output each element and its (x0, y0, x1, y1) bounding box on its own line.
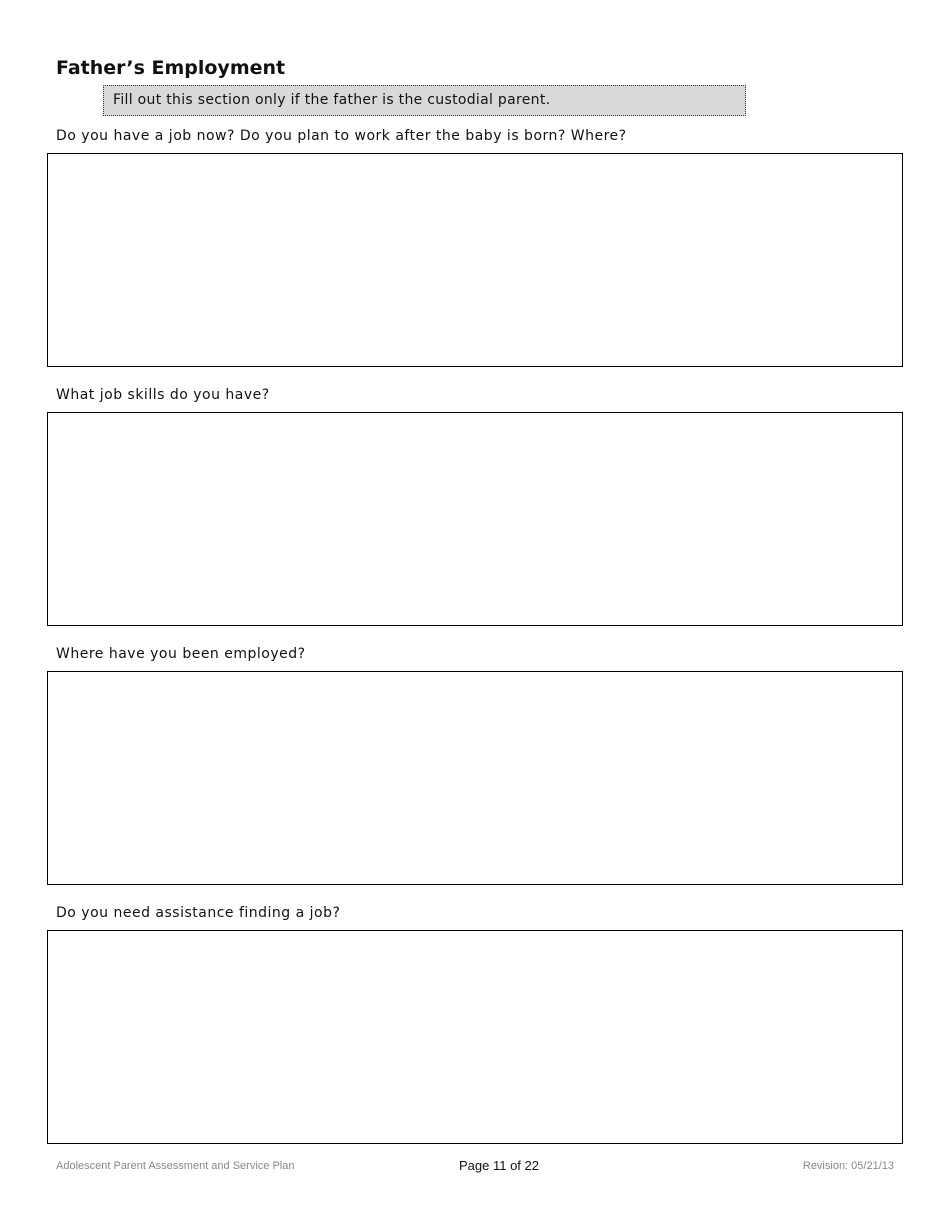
footer-page-number: Page 11 of 22 (459, 1158, 539, 1173)
answer-field-job-skills[interactable] (47, 412, 903, 626)
question-label-job-assistance: Do you need assistance finding a job? (56, 905, 341, 921)
question-label-job-skills: What job skills do you have? (56, 387, 270, 403)
instruction-note: Fill out this section only if the father is the custodial parent. (103, 85, 746, 116)
question-label-past-employment: Where have you been employed? (56, 646, 306, 662)
section-title: Father’s Employment (56, 57, 286, 79)
answer-field-job-assistance[interactable] (47, 930, 903, 1144)
answer-field-past-employment[interactable] (47, 671, 903, 885)
answer-field-current-job[interactable] (47, 153, 903, 367)
footer-document-title: Adolescent Parent Assessment and Service Plan (56, 1160, 295, 1172)
question-label-current-job: Do you have a job now? Do you plan to work after the baby is born? Where? (56, 128, 627, 144)
footer-revision: Revision: 05/21/13 (802, 1160, 894, 1172)
